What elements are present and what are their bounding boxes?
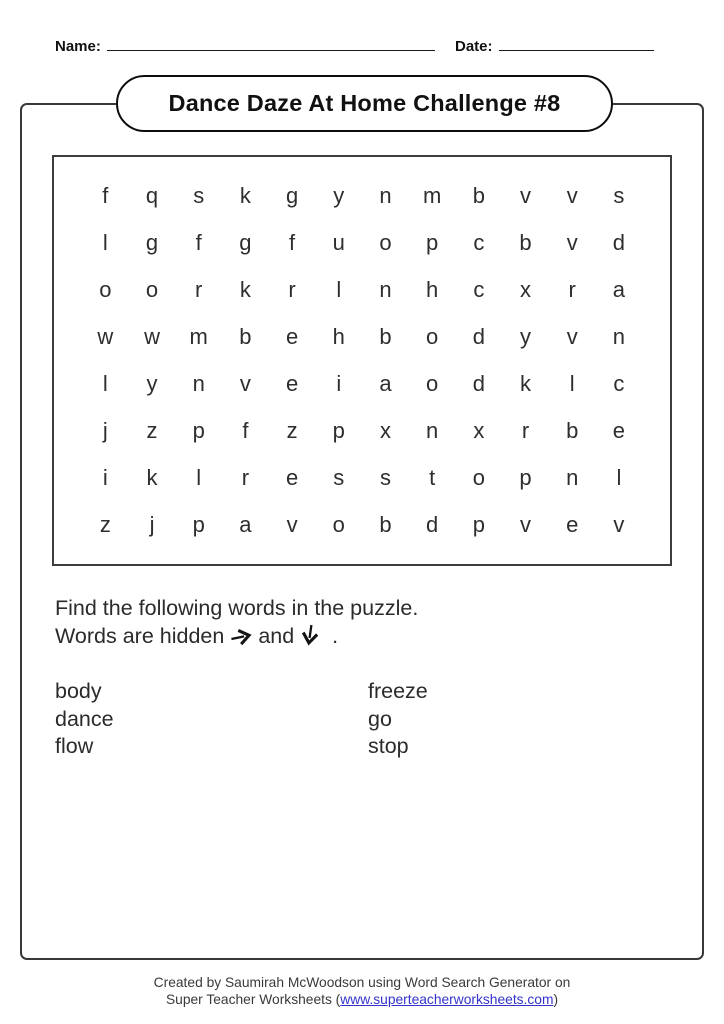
grid-letter: d [472,324,485,350]
instructions [55,594,418,650]
grid-letter: b [379,511,392,537]
title-pill [116,75,613,132]
grid-letter: e [285,324,299,350]
name-label: Name: [55,38,101,55]
grid-letter: r [288,277,296,303]
page-title: Dance Daze At Home Challenge #8 [168,90,561,116]
grid-letter: o [379,230,392,256]
grid-letter: o [145,277,159,303]
grid-letter: g [145,230,159,256]
grid-letter: e [285,371,299,396]
grid-letter: r [195,277,203,303]
grid-letter: o [332,511,345,537]
date-field [455,36,654,55]
grid-letter: v [566,183,578,209]
grid-letter: k [146,464,158,490]
grid-letter: f [242,417,249,443]
word-item: stop [368,734,409,759]
grid-letter: y [520,324,532,350]
footer-line2-close: ) [553,992,559,1007]
grid-letter: n [566,464,579,490]
grid-letter: a [239,511,252,537]
grid-letter: f [289,230,296,256]
grid-letter: f [102,183,109,209]
grid-letter: u [332,230,345,256]
date-label: Date: [455,38,493,55]
grid-letter: x [473,417,485,443]
grid-letter: x [520,277,532,303]
footer-line2-text: Super Teacher Worksheets ( [165,992,341,1007]
grid-letter: o [99,277,112,303]
grid-letter: s [193,183,205,209]
name-write-line [107,36,435,51]
word-item: freeze [368,679,428,703]
grid-letter: n [379,183,392,209]
grid-letter: l [102,371,108,396]
grid-letter: k [520,371,532,396]
grid-letter: p [472,511,485,537]
grid-letter: d [612,230,626,256]
grid-letter: z [286,417,298,443]
grid-letter: i [102,464,108,490]
footer-line1: Created by Saumirah McWoodson using Word Search Generator on [153,975,571,990]
grid-letter: m [422,183,442,209]
grid-letter: l [336,277,342,303]
grid-letter: n [612,324,626,350]
grid-letter: v [566,324,578,350]
grid-letter: m [189,324,208,350]
grid-letter: v [566,230,578,256]
grid-letter: h [332,324,345,350]
grid-letter: b [519,230,532,256]
grid-letter: n [192,371,205,396]
grid-letter: e [612,417,626,443]
grid-letter: l [616,464,622,490]
word-list-column1 [55,678,114,761]
grid-letter: b [566,417,579,443]
grid-letter: p [332,417,345,443]
grid-letter: w [144,324,160,350]
grid-letter: c [613,371,625,396]
grid-letter: p [519,464,532,490]
grid-letter: j [149,511,155,537]
grid-letter: o [426,324,439,350]
date-write-line [499,36,654,51]
grid-letter: k [239,183,251,209]
grid-letter: v [520,183,532,209]
word-item: body [55,679,102,703]
grid-letter: a [379,371,392,396]
grid-letter: v [239,371,251,396]
grid-letter: j [102,417,108,443]
footer [0,974,724,1008]
grid-letter: o [426,371,439,396]
grid-letter: h [426,277,439,303]
grid-letter: l [196,464,202,490]
grid-letter: g [239,230,252,256]
grid-letter: g [285,183,299,209]
grid-letter: o [472,464,485,490]
grid-letter: v [520,511,532,537]
grid-letter: b [472,183,485,209]
grid-letter: x [379,417,391,443]
name-field [55,36,435,55]
grid-letter: s [379,464,391,490]
grid-letter: b [239,324,252,350]
grid-letter: r [241,464,250,490]
grid-letter: y [146,371,158,396]
grid-letter: p [192,417,205,443]
grid-letter: k [239,277,251,303]
word-item: flow [55,734,94,759]
grid-letter: n [379,277,392,303]
down-arrow-icon [298,622,323,649]
grid-letter: l [569,371,575,396]
grid-letter: s [613,183,625,209]
grid-letter: z [146,417,158,443]
grid-letter: l [102,230,108,256]
grid-letter: p [426,230,439,256]
grid-letter: r [521,417,530,443]
superteacherworksheets-link[interactable]: www.superteacherworksheets.com [340,992,554,1007]
grid-letter: e [285,464,299,490]
word-item: go [368,706,392,731]
grid-letter: v [613,511,625,537]
grid-letter: q [145,183,159,209]
grid-letter: t [429,464,436,490]
grid-letter: i [336,371,342,396]
footer-line2 [0,991,724,1008]
grid-letter: r [568,277,576,303]
letter-grid [82,173,642,548]
grid-letter: d [426,511,439,537]
word-list-column2 [368,678,428,761]
right-arrow-icon [227,623,255,650]
instructions-line2 [55,622,418,650]
instructions-line2-text: Words are hidden [55,624,225,648]
grid-letter: p [192,511,205,537]
grid-letter: s [333,464,345,490]
instructions-line2-and: and [258,624,295,648]
grid-letter: c [473,230,485,256]
grid-letter: b [379,324,392,350]
grid-letter: c [473,277,485,303]
grid-letter: n [426,417,439,443]
grid-letter: e [566,511,579,537]
grid-letter: d [472,371,485,396]
instructions-line1: Find the following words in the puzzle. [55,596,419,620]
grid-letter: v [286,511,298,537]
grid-letter: z [99,511,111,537]
grid-letter: y [333,183,345,209]
grid-letter: w [97,324,114,350]
grid-letter: f [195,230,202,256]
instructions-line2-period: . [332,624,339,648]
word-item: dance [55,706,114,731]
grid-letter: a [612,277,626,303]
